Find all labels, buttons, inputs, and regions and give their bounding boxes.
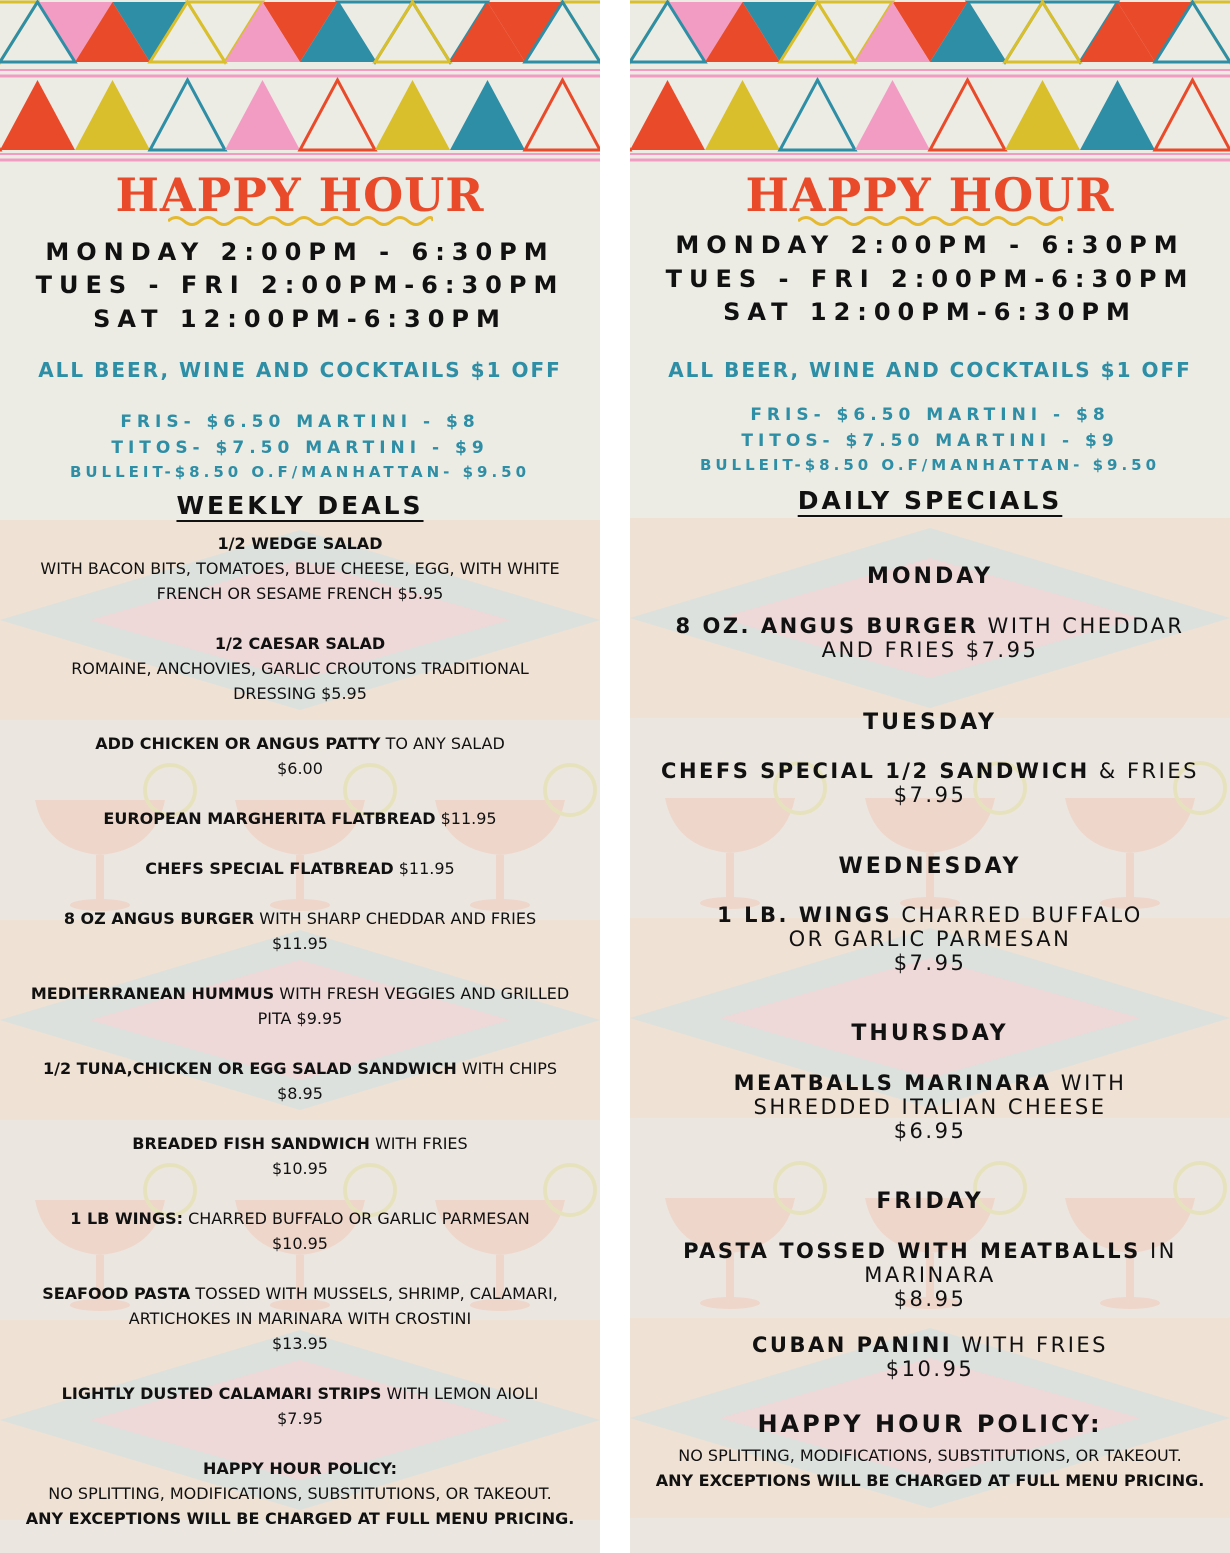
special-item: CHEFS SPECIAL 1/2 SANDWICH & FRIES $7.95 xyxy=(661,759,1199,807)
drink-offer: ALL BEER, WINE AND COCKTAILS $1 OFF xyxy=(668,358,1192,382)
hours-monday: MONDAY 2:00PM - 6:30PM xyxy=(675,231,1185,259)
policy-line: ANY EXCEPTIONS WILL BE CHARGED AT FULL MENU PRICING. xyxy=(655,1471,1205,1490)
drink-offer: ALL BEER, WINE AND COCKTAILS $1 OFF xyxy=(38,358,562,382)
policy-line: ANY EXCEPTIONS WILL BE CHARGED AT FULL MENU PRICING. xyxy=(25,1509,575,1528)
hours-saturday: SAT 12:00PM-6:30PM xyxy=(723,298,1137,326)
deal-item: LIGHTLY DUSTED CALAMARI STRIPS WITH LEMON AIOLI $7.95 xyxy=(61,1384,539,1428)
squiggle-divider xyxy=(798,214,1063,228)
drink-price-bulleit: BULLEIT-$8.50 O.F/MANHATTAN- $9.50 xyxy=(699,456,1161,474)
deal-item: MEDITERRANEAN HUMMUS WITH FRESH VEGGIES AND GRILLED PITA $9.95 xyxy=(30,984,570,1028)
special-item: 1 LB. WINGS CHARRED BUFFALO OR GARLIC PARMESAN $7.95 xyxy=(717,903,1143,975)
deal-item: 1 LB WINGS: CHARRED BUFFALO OR GARLIC PARMESAN $10.95 xyxy=(70,1209,530,1253)
drink-price-titos: TITOS- $7.50 MARTINI - $9 xyxy=(741,431,1119,451)
hours-tues-fri: TUES - FRI 2:00PM-6:30PM xyxy=(35,271,565,299)
hours-saturday: SAT 12:00PM-6:30PM xyxy=(93,305,507,333)
special-item: CUBAN PANINI WITH FRIES $10.95 xyxy=(752,1333,1108,1381)
section-title: DAILY SPECIALS xyxy=(797,486,1063,515)
section-title: WEEKLY DEALS xyxy=(176,491,424,520)
deal-item: ADD CHICKEN OR ANGUS PATTY TO ANY SALAD $6.00 xyxy=(95,734,505,778)
drink-price-fris: FRIS- $6.50 MARTINI - $8 xyxy=(750,405,1110,425)
policy-line: NO SPLITTING, MODIFICATIONS, SUBSTITUTIONS, OR TAKEOUT. xyxy=(678,1446,1182,1465)
policy-title: HAPPY HOUR POLICY: xyxy=(757,1410,1103,1438)
deal-item: EUROPEAN MARGHERITA FLATBREAD $11.95 xyxy=(103,809,497,828)
daily-specials-flyer xyxy=(630,0,1230,1553)
policy-block xyxy=(630,1443,1230,1493)
hours-tues-fri: TUES - FRI 2:00PM-6:30PM xyxy=(665,265,1195,293)
deal-item: 1/2 WEDGE SALAD WITH BACON BITS, TOMATOES, BLUE CHEESE, EGG, WITH WHITE FRENCH OR SESAME FRENCH $5.95 xyxy=(40,534,560,603)
page-title: HAPPY HOUR xyxy=(745,168,1115,222)
deal-item: SEAFOOD PASTA TOSSED WITH MUSSELS, SHRIMP, CALAMARI, ARTICHOKES IN MARINARA WITH CROSTINI $13.95 xyxy=(42,1284,558,1353)
deal-item: 1/2 TUNA,CHICKEN OR EGG SALAD SANDWICH WITH CHIPS $8.95 xyxy=(42,1059,557,1103)
squiggle-divider xyxy=(168,214,433,228)
drink-price-fris: FRIS- $6.50 MARTINI - $8 xyxy=(120,412,480,432)
deal-item: 8 OZ ANGUS BURGER WITH SHARP CHEDDAR AND FRIES $11.95 xyxy=(63,909,537,953)
policy-block xyxy=(0,1456,600,1531)
special-item: MEATBALLS MARINARA WITH SHREDDED ITALIAN CHEESE $6.95 xyxy=(733,1071,1127,1143)
deal-item: BREADED FISH SANDWICH WITH FRIES $10.95 xyxy=(132,1134,468,1178)
weekly-deals-flyer xyxy=(0,0,600,1553)
day-heading: FRIDAY xyxy=(876,1189,984,1214)
day-heading: MONDAY xyxy=(866,564,994,589)
drink-price-titos: TITOS- $7.50 MARTINI - $9 xyxy=(111,438,489,458)
day-heading: WEDNESDAY xyxy=(838,854,1022,879)
special-item: PASTA TOSSED WITH MEATBALLS IN MARINARA $8.95 xyxy=(683,1239,1177,1311)
page-title: HAPPY HOUR xyxy=(115,168,485,222)
deal-item: CHEFS SPECIAL FLATBREAD $11.95 xyxy=(145,859,455,878)
drink-price-bulleit: BULLEIT-$8.50 O.F/MANHATTAN- $9.50 xyxy=(69,463,531,481)
policy-title: HAPPY HOUR POLICY: xyxy=(202,1459,398,1478)
special-item: 8 OZ. ANGUS BURGER WITH CHEDDAR AND FRIES $7.95 xyxy=(675,614,1185,662)
policy-line: NO SPLITTING, MODIFICATIONS, SUBSTITUTIONS, OR TAKEOUT. xyxy=(48,1484,552,1503)
deal-item: 1/2 CAESAR SALAD ROMAINE, ANCHOVIES, GARLIC CROUTONS TRADITIONAL DRESSING $5.95 xyxy=(71,634,529,703)
hours-monday: MONDAY 2:00PM - 6:30PM xyxy=(45,238,555,266)
day-heading: THURSDAY xyxy=(851,1021,1009,1046)
day-heading: TUESDAY xyxy=(863,710,997,735)
